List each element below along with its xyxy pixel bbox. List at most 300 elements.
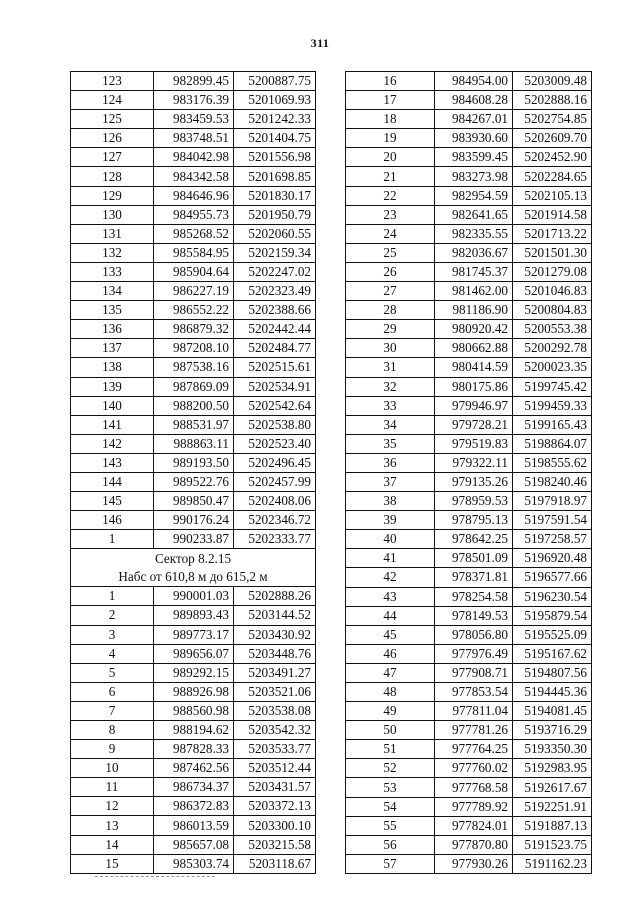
x-coordinate: 982036.67 (435, 243, 513, 262)
y-coordinate: 5202754.85 (513, 110, 592, 129)
point-number: 127 (71, 148, 154, 167)
y-coordinate: 5202159.34 (234, 243, 316, 262)
x-coordinate: 978642.25 (435, 530, 513, 549)
y-coordinate: 5196230.54 (513, 587, 592, 606)
y-coordinate: 5202060.55 (234, 224, 316, 243)
table-row (346, 530, 592, 549)
table-row (346, 72, 592, 91)
table-row (71, 759, 316, 778)
table-row (346, 282, 592, 301)
point-number: 126 (71, 129, 154, 148)
table-row (346, 759, 592, 778)
point-number: 37 (346, 472, 435, 491)
table-row (71, 129, 316, 148)
table-row (346, 148, 592, 167)
y-coordinate: 5202457.99 (234, 472, 316, 491)
x-coordinate: 986879.32 (154, 320, 234, 339)
x-coordinate: 987538.16 (154, 358, 234, 377)
y-coordinate: 5201069.93 (234, 91, 316, 110)
table-row (71, 511, 316, 530)
coordinates-table-left (70, 71, 316, 874)
y-coordinate: 5203431.57 (234, 778, 316, 797)
table-row (71, 358, 316, 377)
table-row (346, 91, 592, 110)
table-row (71, 530, 316, 549)
x-coordinate: 990001.03 (154, 587, 234, 606)
table-row (71, 740, 316, 759)
y-coordinate: 5198555.62 (513, 453, 592, 472)
point-number: 134 (71, 282, 154, 301)
x-coordinate: 979946.97 (435, 396, 513, 415)
y-coordinate: 5200553.38 (513, 320, 592, 339)
y-coordinate: 5202523.40 (234, 434, 316, 453)
y-coordinate: 5202888.26 (234, 587, 316, 606)
x-coordinate: 987828.33 (154, 740, 234, 759)
y-coordinate: 5193350.30 (513, 740, 592, 759)
point-number: 12 (71, 797, 154, 816)
table-row (71, 396, 316, 415)
x-coordinate: 982335.55 (435, 224, 513, 243)
point-number: 22 (346, 186, 435, 205)
table-row (71, 110, 316, 129)
y-coordinate: 5192251.91 (513, 797, 592, 816)
y-coordinate: 5194081.45 (513, 702, 592, 721)
table-row (346, 472, 592, 491)
x-coordinate: 988863.11 (154, 434, 234, 453)
table-row (346, 778, 592, 797)
x-coordinate: 984267.01 (435, 110, 513, 129)
point-number: 32 (346, 377, 435, 396)
table-row (71, 625, 316, 644)
point-number: 23 (346, 205, 435, 224)
y-coordinate: 5203215.58 (234, 835, 316, 854)
x-coordinate: 988926.98 (154, 682, 234, 701)
x-coordinate: 986734.37 (154, 778, 234, 797)
y-coordinate: 5202515.61 (234, 358, 316, 377)
y-coordinate: 5192983.95 (513, 759, 592, 778)
table-row (71, 224, 316, 243)
x-coordinate: 985657.08 (154, 835, 234, 854)
x-coordinate: 986013.59 (154, 816, 234, 835)
point-number: 144 (71, 472, 154, 491)
point-number: 42 (346, 568, 435, 587)
y-coordinate: 5192617.67 (513, 778, 592, 797)
table-row (346, 301, 592, 320)
table-row (346, 186, 592, 205)
page-number: 311 (310, 36, 330, 50)
point-number: 17 (346, 91, 435, 110)
point-number: 55 (346, 816, 435, 835)
y-coordinate: 5203512.44 (234, 759, 316, 778)
y-coordinate: 5201698.85 (234, 167, 316, 186)
table-row (71, 320, 316, 339)
y-coordinate: 5200292.78 (513, 339, 592, 358)
x-coordinate: 989522.76 (154, 472, 234, 491)
x-coordinate: 988560.98 (154, 701, 234, 720)
y-coordinate: 5195879.54 (513, 606, 592, 625)
point-number: 21 (346, 167, 435, 186)
x-coordinate: 977824.01 (435, 816, 513, 835)
x-coordinate: 982954.59 (435, 186, 513, 205)
x-coordinate: 977908.71 (435, 663, 513, 682)
point-number: 136 (71, 320, 154, 339)
point-number: 41 (346, 549, 435, 568)
point-number: 130 (71, 205, 154, 224)
point-number: 46 (346, 644, 435, 663)
point-number: 18 (346, 110, 435, 129)
table-row (346, 549, 592, 568)
y-coordinate: 5202484.77 (234, 339, 316, 358)
table-row (346, 854, 592, 873)
x-coordinate: 984342.58 (154, 167, 234, 186)
x-coordinate: 985268.52 (154, 224, 234, 243)
point-number: 51 (346, 740, 435, 759)
table-row (346, 797, 592, 816)
y-coordinate: 5200804.83 (513, 301, 592, 320)
x-coordinate: 988200.50 (154, 396, 234, 415)
y-coordinate: 5202247.02 (234, 262, 316, 281)
table-row (346, 262, 592, 281)
table-row (346, 663, 592, 682)
y-coordinate: 5201501.30 (513, 243, 592, 262)
y-coordinate: 5194807.56 (513, 663, 592, 682)
x-coordinate: 978959.53 (435, 492, 513, 511)
point-number: 25 (346, 243, 435, 262)
point-number: 140 (71, 396, 154, 415)
table-row (71, 167, 316, 186)
y-coordinate: 5203009.48 (513, 72, 592, 91)
table-row (346, 110, 592, 129)
table-row (71, 148, 316, 167)
table-row (71, 816, 316, 835)
table-row (346, 644, 592, 663)
x-coordinate: 980920.42 (435, 320, 513, 339)
table-row (71, 854, 316, 873)
y-coordinate: 5191162.23 (513, 854, 592, 873)
x-coordinate: 980662.88 (435, 339, 513, 358)
point-number: 133 (71, 262, 154, 281)
x-coordinate: 977764.25 (435, 740, 513, 759)
point-number: 35 (346, 434, 435, 453)
x-coordinate: 987208.10 (154, 339, 234, 358)
table-row (71, 492, 316, 511)
table-row (71, 243, 316, 262)
x-coordinate: 977930.26 (435, 854, 513, 873)
y-coordinate: 5203430.92 (234, 625, 316, 644)
y-coordinate: 5202609.70 (513, 129, 592, 148)
y-coordinate: 5202346.72 (234, 511, 316, 530)
sector-subtitle: Набс от 610,8 м до 615,2 м (118, 568, 268, 584)
y-coordinate: 5203144.52 (234, 606, 316, 625)
point-number: 124 (71, 91, 154, 110)
y-coordinate: 5203448.76 (234, 644, 316, 663)
table-row (71, 721, 316, 740)
x-coordinate: 985303.74 (154, 854, 234, 873)
table-row (346, 243, 592, 262)
point-number: 13 (71, 816, 154, 835)
table-row (346, 492, 592, 511)
point-number: 11 (71, 778, 154, 797)
table-row (346, 205, 592, 224)
point-number: 135 (71, 301, 154, 320)
table-row (346, 683, 592, 702)
y-coordinate: 5202333.77 (234, 530, 316, 549)
x-coordinate: 986552.22 (154, 301, 234, 320)
x-coordinate: 979135.26 (435, 472, 513, 491)
point-number: 39 (346, 511, 435, 530)
y-coordinate: 5195525.09 (513, 625, 592, 644)
x-coordinate: 982641.65 (435, 205, 513, 224)
point-number: 50 (346, 721, 435, 740)
point-number: 20 (346, 148, 435, 167)
x-coordinate: 984646.96 (154, 186, 234, 205)
table-row (346, 587, 592, 606)
y-coordinate: 5199745.42 (513, 377, 592, 396)
y-coordinate: 5202888.16 (513, 91, 592, 110)
x-coordinate: 983748.51 (154, 129, 234, 148)
point-number: 33 (346, 396, 435, 415)
point-number: 139 (71, 377, 154, 396)
y-coordinate: 5203372.13 (234, 797, 316, 816)
y-coordinate: 5202105.13 (513, 186, 592, 205)
y-coordinate: 5202496.45 (234, 453, 316, 472)
x-coordinate: 977853.54 (435, 683, 513, 702)
point-number: 132 (71, 243, 154, 262)
x-coordinate: 983273.98 (435, 167, 513, 186)
point-number: 129 (71, 186, 154, 205)
y-coordinate: 5202534.91 (234, 377, 316, 396)
point-number: 1 (71, 530, 154, 549)
point-number: 29 (346, 320, 435, 339)
y-coordinate: 5199459.33 (513, 396, 592, 415)
table-row (346, 434, 592, 453)
y-coordinate: 5197258.57 (513, 530, 592, 549)
x-coordinate: 980175.86 (435, 377, 513, 396)
x-coordinate: 986227.19 (154, 282, 234, 301)
x-coordinate: 989292.15 (154, 663, 234, 682)
table-row (71, 186, 316, 205)
point-number: 52 (346, 759, 435, 778)
y-coordinate: 5201914.58 (513, 205, 592, 224)
table-row (71, 835, 316, 854)
table-row (346, 415, 592, 434)
table-row (71, 72, 316, 91)
table-row (346, 740, 592, 759)
point-number: 1 (71, 587, 154, 606)
y-coordinate: 5198240.46 (513, 472, 592, 491)
table-row (71, 262, 316, 281)
point-number: 15 (71, 854, 154, 873)
point-number: 146 (71, 511, 154, 530)
point-number: 138 (71, 358, 154, 377)
point-number: 7 (71, 701, 154, 720)
table-row (71, 91, 316, 110)
footer-divider (95, 876, 215, 877)
table-row (346, 224, 592, 243)
y-coordinate: 5198864.07 (513, 434, 592, 453)
x-coordinate: 990233.87 (154, 530, 234, 549)
y-coordinate: 5195167.62 (513, 644, 592, 663)
point-number: 137 (71, 339, 154, 358)
point-number: 14 (71, 835, 154, 854)
x-coordinate: 988531.97 (154, 415, 234, 434)
table-row (71, 453, 316, 472)
table-row (346, 358, 592, 377)
point-number: 40 (346, 530, 435, 549)
point-number: 143 (71, 453, 154, 472)
y-coordinate: 5202284.65 (513, 167, 592, 186)
y-coordinate: 5191523.75 (513, 835, 592, 854)
x-coordinate: 984608.28 (435, 91, 513, 110)
y-coordinate: 5197591.54 (513, 511, 592, 530)
x-coordinate: 989893.43 (154, 606, 234, 625)
point-number: 141 (71, 415, 154, 434)
point-number: 128 (71, 167, 154, 186)
y-coordinate: 5197918.97 (513, 492, 592, 511)
point-number: 31 (346, 358, 435, 377)
table-row (346, 339, 592, 358)
point-number: 131 (71, 224, 154, 243)
table-row (71, 606, 316, 625)
y-coordinate: 5201830.17 (234, 186, 316, 205)
x-coordinate: 977976.49 (435, 644, 513, 663)
y-coordinate: 5203533.77 (234, 740, 316, 759)
x-coordinate: 987869.09 (154, 377, 234, 396)
point-number: 48 (346, 683, 435, 702)
table-row (346, 721, 592, 740)
point-number: 142 (71, 434, 154, 453)
y-coordinate: 5191887.13 (513, 816, 592, 835)
x-coordinate: 987462.56 (154, 759, 234, 778)
y-coordinate: 5202452.90 (513, 148, 592, 167)
y-coordinate: 5201242.33 (234, 110, 316, 129)
point-number: 16 (346, 72, 435, 91)
y-coordinate: 5203538.08 (234, 701, 316, 720)
point-number: 45 (346, 625, 435, 644)
table-row (346, 511, 592, 530)
coordinates-table-right (345, 71, 592, 874)
table-row (346, 129, 592, 148)
point-number: 34 (346, 415, 435, 434)
point-number: 19 (346, 129, 435, 148)
table-row (71, 682, 316, 701)
y-coordinate: 5202408.06 (234, 492, 316, 511)
point-number: 38 (346, 492, 435, 511)
x-coordinate: 983459.53 (154, 110, 234, 129)
x-coordinate: 984955.73 (154, 205, 234, 224)
x-coordinate: 985904.64 (154, 262, 234, 281)
y-coordinate: 5201950.79 (234, 205, 316, 224)
table-row (71, 205, 316, 224)
x-coordinate: 990176.24 (154, 511, 234, 530)
x-coordinate: 983599.45 (435, 148, 513, 167)
point-number: 28 (346, 301, 435, 320)
x-coordinate: 986372.83 (154, 797, 234, 816)
y-coordinate: 5201556.98 (234, 148, 316, 167)
table-row (346, 167, 592, 186)
y-coordinate: 5201279.08 (513, 262, 592, 281)
sector-header-row (71, 549, 316, 587)
x-coordinate: 978056.80 (435, 625, 513, 644)
y-coordinate: 5201404.75 (234, 129, 316, 148)
table-row (346, 702, 592, 721)
y-coordinate: 5200887.75 (234, 72, 316, 91)
table-row (71, 701, 316, 720)
x-coordinate: 979519.83 (435, 434, 513, 453)
y-coordinate: 5199165.43 (513, 415, 592, 434)
y-coordinate: 5202542.64 (234, 396, 316, 415)
x-coordinate: 989656.07 (154, 644, 234, 663)
table-row (71, 472, 316, 491)
table-row (71, 778, 316, 797)
table-row (71, 415, 316, 434)
x-coordinate: 977789.92 (435, 797, 513, 816)
y-coordinate: 5200023.35 (513, 358, 592, 377)
sector-header (71, 549, 316, 587)
y-coordinate: 5194445.36 (513, 683, 592, 702)
table-row (346, 377, 592, 396)
table-row (346, 396, 592, 415)
point-number: 27 (346, 282, 435, 301)
point-number: 30 (346, 339, 435, 358)
table-row (346, 606, 592, 625)
point-number: 8 (71, 721, 154, 740)
x-coordinate: 977811.04 (435, 702, 513, 721)
y-coordinate: 5193716.29 (513, 721, 592, 740)
y-coordinate: 5203491.27 (234, 663, 316, 682)
y-coordinate: 5202538.80 (234, 415, 316, 434)
point-number: 10 (71, 759, 154, 778)
x-coordinate: 978254.58 (435, 587, 513, 606)
y-coordinate: 5203542.32 (234, 721, 316, 740)
x-coordinate: 981745.37 (435, 262, 513, 281)
y-coordinate: 5202442.44 (234, 320, 316, 339)
point-number: 2 (71, 606, 154, 625)
point-number: 54 (346, 797, 435, 816)
x-coordinate: 979728.21 (435, 415, 513, 434)
point-number: 24 (346, 224, 435, 243)
x-coordinate: 983930.60 (435, 129, 513, 148)
point-number: 44 (346, 606, 435, 625)
x-coordinate: 978371.81 (435, 568, 513, 587)
x-coordinate: 977760.02 (435, 759, 513, 778)
y-coordinate: 5196920.48 (513, 549, 592, 568)
x-coordinate: 988194.62 (154, 721, 234, 740)
table-row (71, 434, 316, 453)
y-coordinate: 5203118.67 (234, 854, 316, 873)
y-coordinate: 5201046.83 (513, 282, 592, 301)
point-number: 43 (346, 587, 435, 606)
point-number: 3 (71, 625, 154, 644)
point-number: 47 (346, 663, 435, 682)
x-coordinate: 983176.39 (154, 91, 234, 110)
point-number: 125 (71, 110, 154, 129)
table-row (71, 282, 316, 301)
point-number: 49 (346, 702, 435, 721)
x-coordinate: 985584.95 (154, 243, 234, 262)
y-coordinate: 5202388.66 (234, 301, 316, 320)
y-coordinate: 5201713.22 (513, 224, 592, 243)
x-coordinate: 989773.17 (154, 625, 234, 644)
point-number: 36 (346, 453, 435, 472)
x-coordinate: 989850.47 (154, 492, 234, 511)
x-coordinate: 977870.80 (435, 835, 513, 854)
table-row (346, 835, 592, 854)
table-row (346, 453, 592, 472)
table-row (71, 663, 316, 682)
point-number: 57 (346, 854, 435, 873)
point-number: 6 (71, 682, 154, 701)
